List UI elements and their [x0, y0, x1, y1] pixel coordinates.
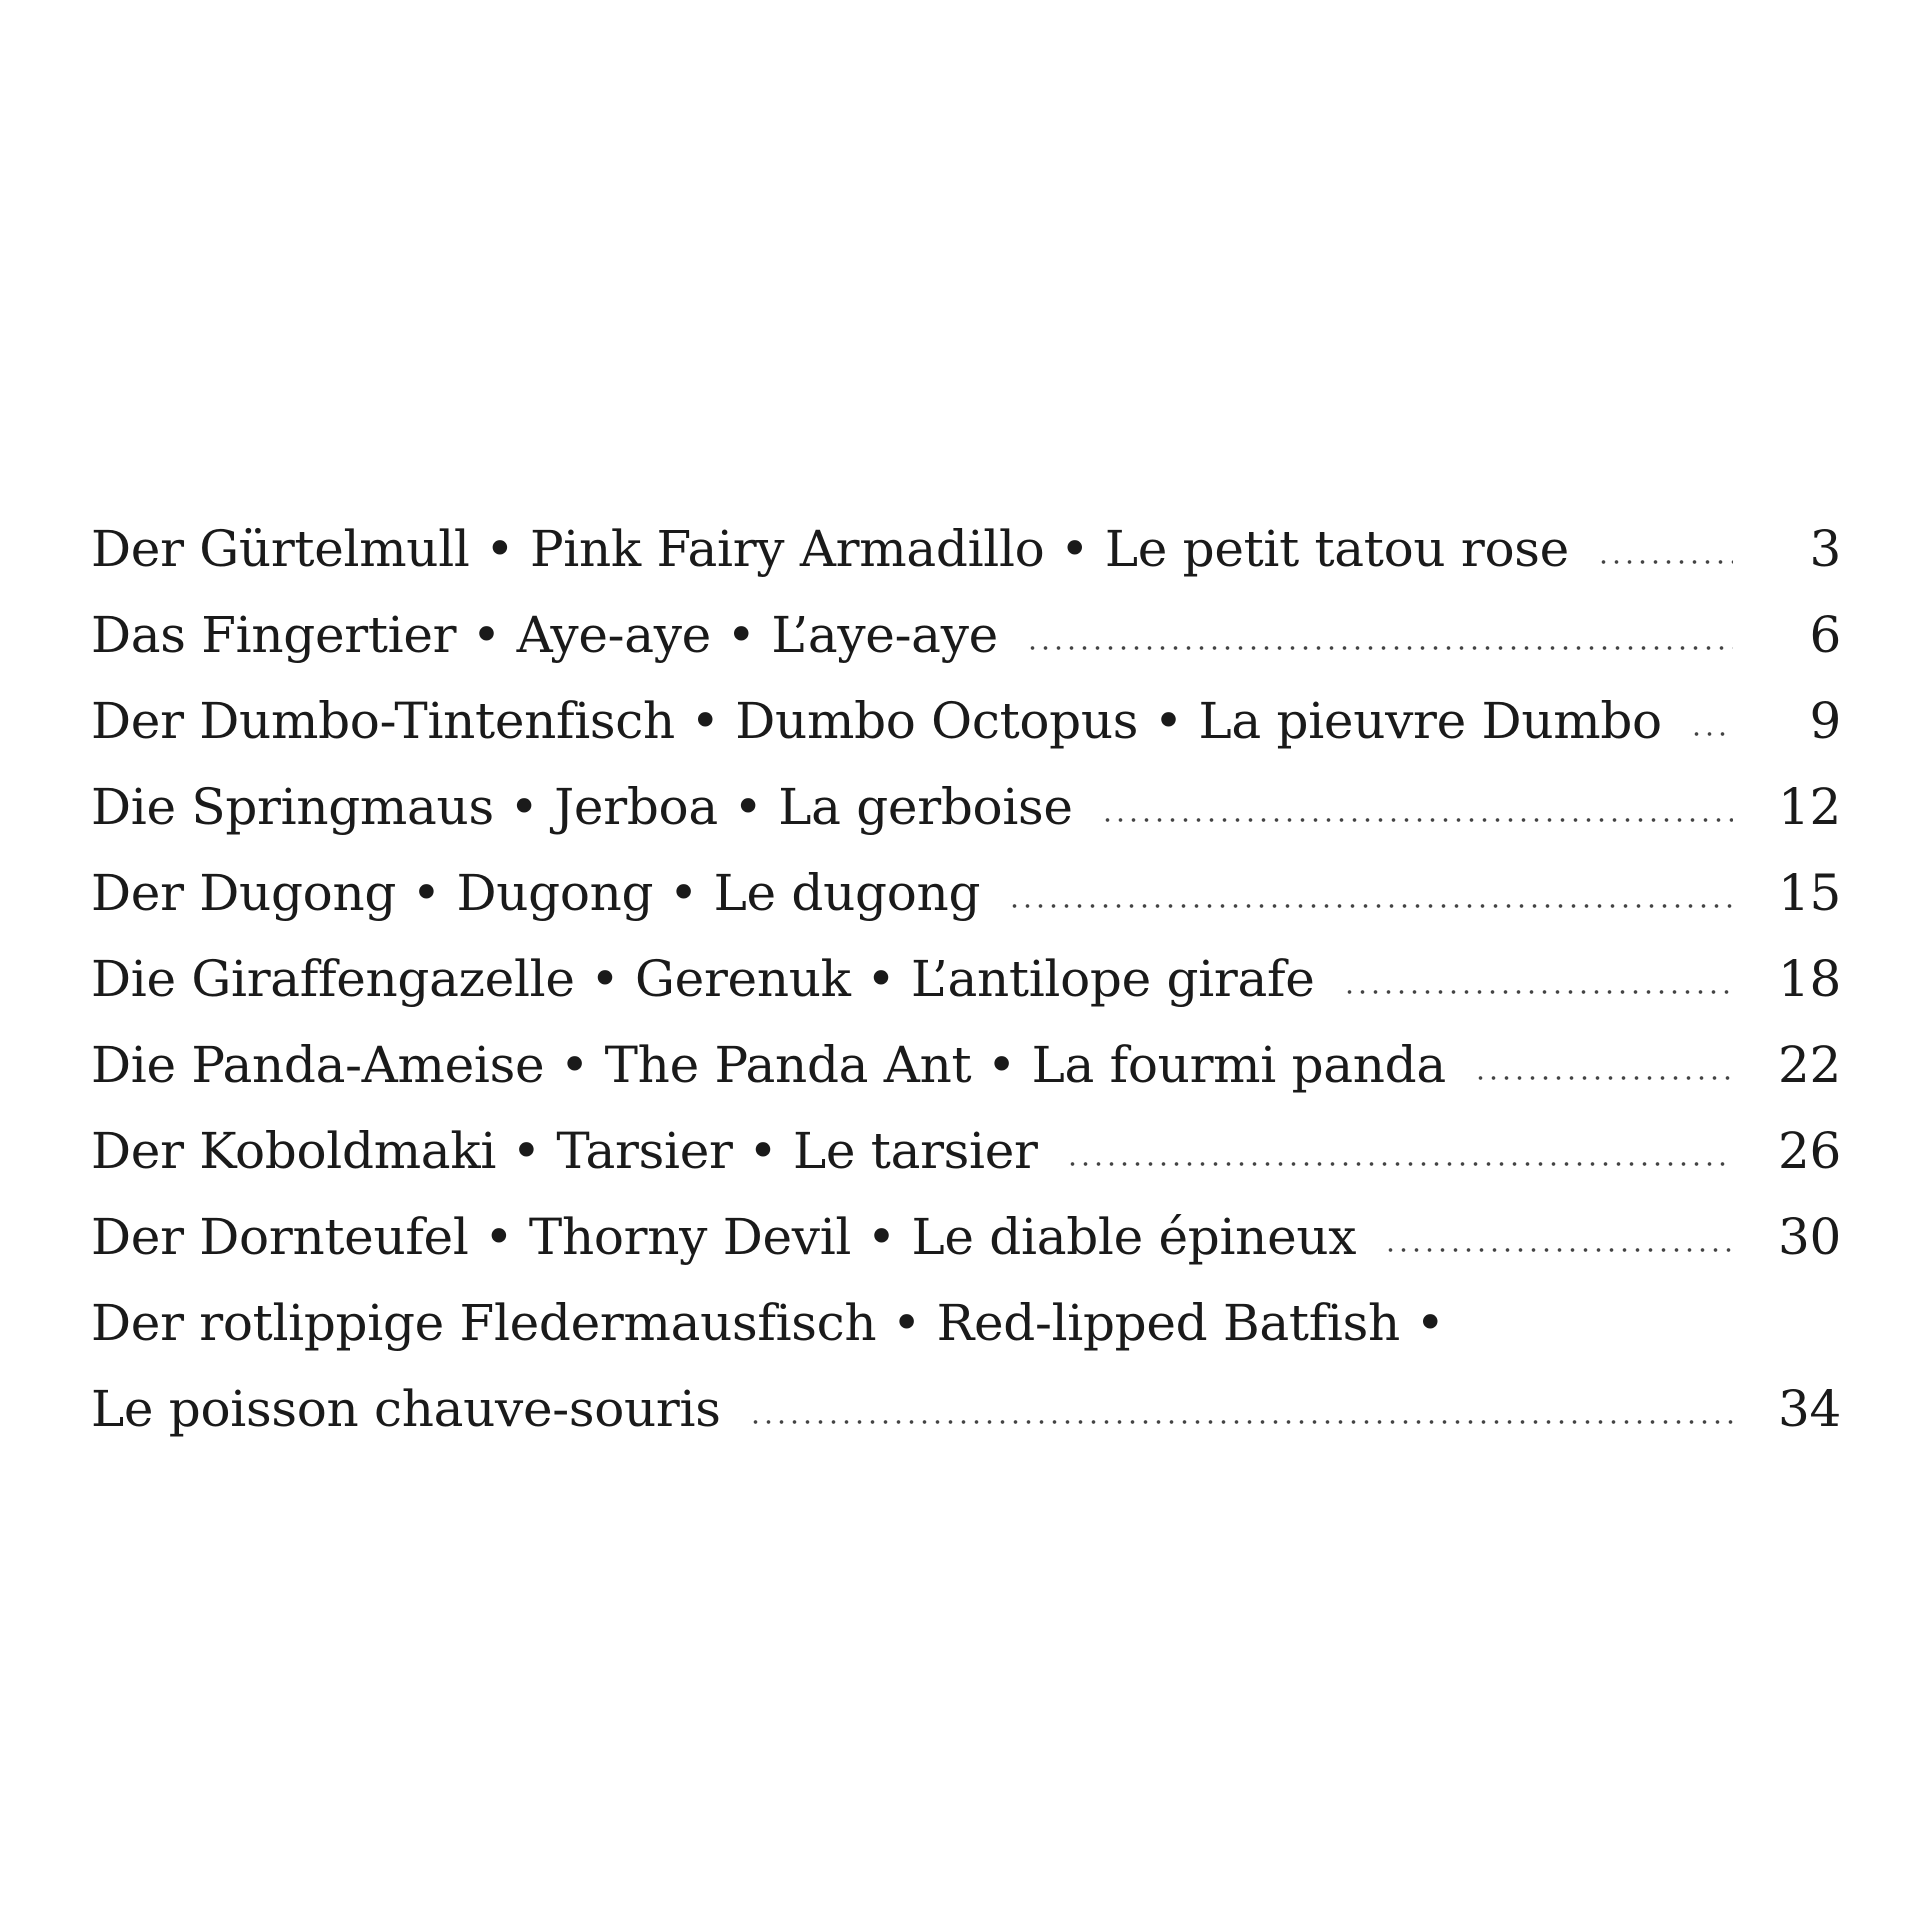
dot-leader: [1690, 728, 1733, 740]
toc-page-number: 12: [1777, 778, 1841, 836]
toc-entry-jerboa: [91, 764, 1841, 850]
toc-entry-title: Die Panda-Ameise • The Panda Ant • La fourmi panda: [91, 1036, 1446, 1094]
toc-page-number: 18: [1777, 950, 1841, 1008]
toc-page-number: 9: [1809, 692, 1841, 750]
toc-entry-title: Die Giraffengazelle • Gerenuk • L’antilope girafe: [91, 950, 1315, 1008]
table-of-contents: [91, 506, 1841, 1452]
toc-entry-title: Der Gürtelmull • Pink Fairy Armadillo • Le petit tatou rose: [91, 520, 1569, 578]
toc-entry-title: Der Dornteufel • Thorny Devil • Le diable épineux: [91, 1208, 1357, 1266]
toc-entry-pink-fairy-armadillo: [91, 506, 1841, 592]
toc-page-number: 26: [1777, 1122, 1841, 1180]
dot-leader: [1008, 900, 1733, 912]
toc-page-number: 3: [1809, 520, 1841, 578]
dot-leader: [1343, 986, 1733, 998]
toc-entry-red-lipped-batfish: [91, 1280, 1841, 1366]
toc-entry-red-lipped-batfish-continued: [91, 1366, 1841, 1452]
toc-entry-gerenuk: [91, 936, 1841, 1022]
toc-entry-aye-aye: [91, 592, 1841, 678]
toc-entry-title-continuation: Le poisson chauve-souris: [91, 1380, 721, 1438]
toc-entry-dugong: [91, 850, 1841, 936]
toc-entry-panda-ant: [91, 1022, 1841, 1108]
toc-entry-thorny-devil: [91, 1194, 1841, 1280]
dot-leader: [1101, 814, 1733, 826]
toc-page-number: 15: [1777, 864, 1841, 922]
toc-page-number: 22: [1777, 1036, 1841, 1094]
toc-entry-tarsier: [91, 1108, 1841, 1194]
toc-entry-title: Der Dugong • Dugong • Le dugong: [91, 864, 981, 922]
dot-leader: [1384, 1244, 1733, 1256]
dot-leader: [1597, 556, 1733, 568]
toc-page-number: 6: [1809, 606, 1841, 664]
dot-leader: [1066, 1158, 1733, 1170]
toc-entry-title: Der rotlippige Fledermausfisch • Red-lipped Batfish •: [91, 1294, 1445, 1352]
toc-entry-title: Die Springmaus • Jerboa • La gerboise: [91, 778, 1073, 836]
toc-page-number: 34: [1777, 1380, 1841, 1438]
toc-entry-title: Der Dumbo-Tintenfisch • Dumbo Octopus • La pieuvre Dumbo: [91, 692, 1662, 750]
toc-entry-title: Das Fingertier • Aye-aye • L’aye-aye: [91, 606, 998, 664]
dot-leader: [749, 1416, 1733, 1428]
toc-entry-title: Der Koboldmaki • Tarsier • Le tarsier: [91, 1122, 1038, 1180]
toc-entry-dumbo-octopus: [91, 678, 1841, 764]
dot-leader: [1474, 1072, 1733, 1084]
dot-leader: [1026, 642, 1733, 654]
toc-page-number: 30: [1777, 1208, 1841, 1266]
